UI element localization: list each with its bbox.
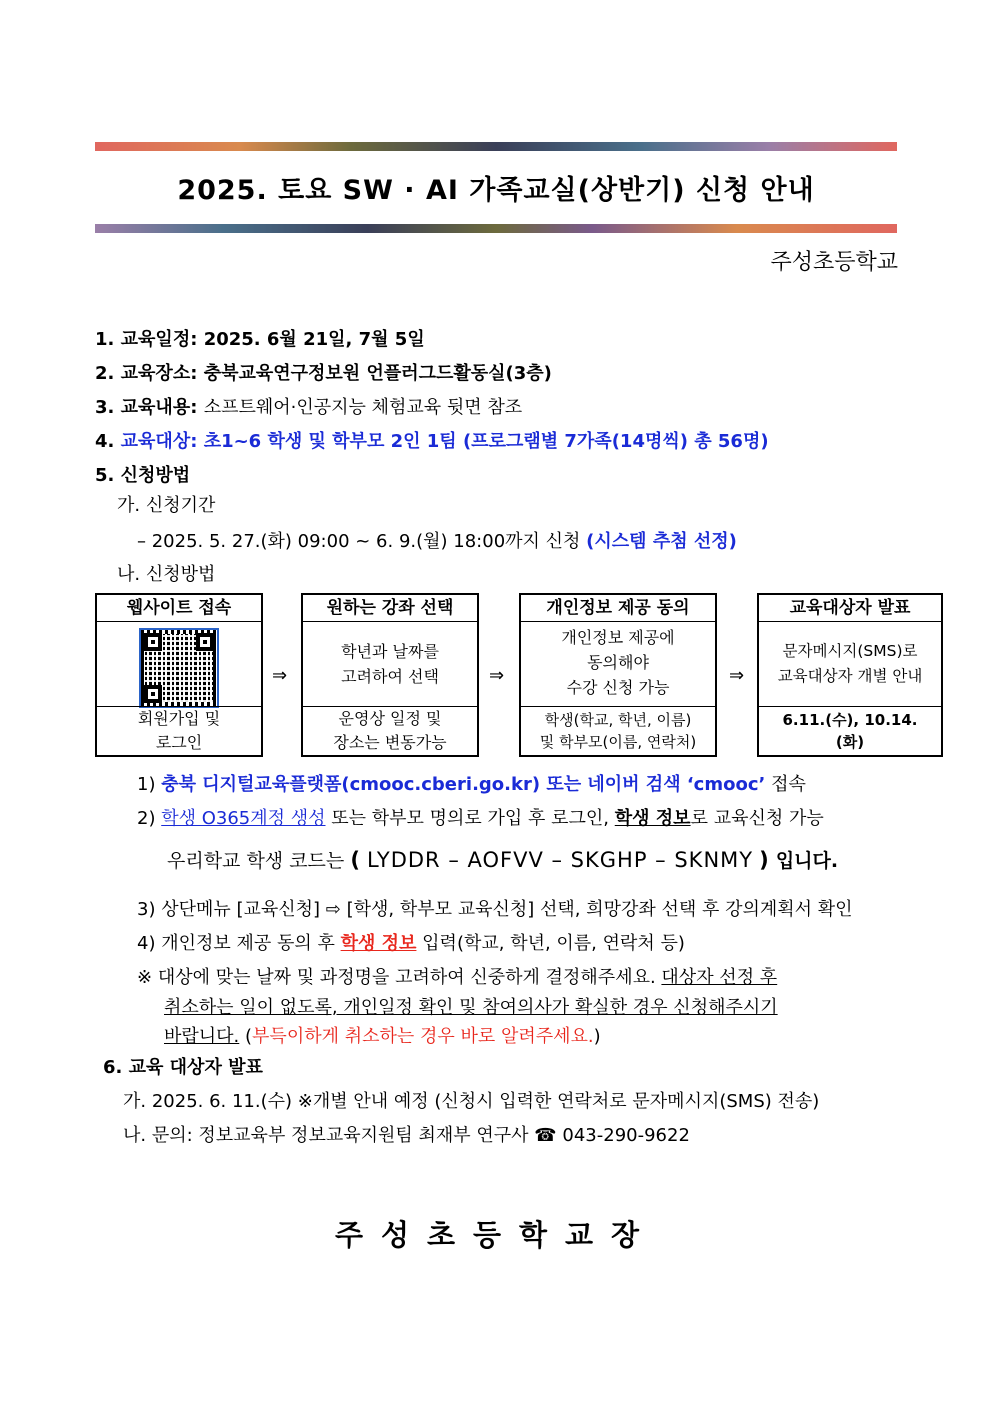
item-value: 2025. 6월 21일, 7월 5일 [203, 329, 425, 350]
o365-account-link[interactable]: 학생 O365계정 생성 [161, 808, 326, 829]
period-heading: 가. 신청기간 [117, 495, 216, 516]
item-value: 초1~6 학생 및 학부모 2인 1팀 (프로그램별 7가족(14명씩) 총 56명) [203, 431, 769, 452]
item-schedule [95, 325, 425, 351]
flow-step-announce [757, 593, 943, 757]
cancel-notice: 부득이하게 취소하는 경우 바로 알려주세요. [252, 1026, 594, 1047]
flow-step-select-course [301, 593, 479, 757]
item-number: 2. [95, 363, 115, 384]
flow-footer-line: 회원가입 및 [137, 709, 221, 728]
period-note: (시스템 추첨 선정) [586, 531, 737, 552]
school-code: LYDDR – AOFVV – SKGHP – SKNMY [366, 848, 754, 872]
flow-step-consent [519, 593, 717, 757]
step-text: 입력(학교, 학년, 이름, 연락처 등) [422, 933, 685, 954]
flow-step-website [95, 593, 263, 757]
note-text: 대상에 맞는 날짜 및 과정명을 고려하여 신중하게 결정해주세요. [157, 967, 656, 988]
step-3: 3) 상단메뉴 [교육신청] ⇨ [학생, 학부모 교육신청] 선택, 희망강좌 선택 후 강의계획서 확인 [137, 899, 853, 920]
announce-heading: 6. 교육 대상자 발표 [103, 1057, 263, 1078]
student-info-highlight: 학생 정보 [340, 933, 417, 954]
item-label: 교육장소: [120, 363, 198, 384]
top-decoration-bar [95, 142, 897, 151]
item-content [95, 393, 522, 419]
step-number: 4) [137, 933, 156, 954]
code-prefix: 우리학교 학생 코드는 [167, 850, 345, 872]
item-target [95, 427, 769, 453]
flow-body-line: 학년과 날짜를 [341, 642, 439, 661]
step-number: 2) [137, 808, 156, 829]
item-label: 교육내용: [120, 397, 198, 418]
step-text: 또는 학부모 명의로 가입 후 로그인, [331, 808, 610, 829]
flow-footer-line: 학생(학교, 학년, 이름) [544, 711, 692, 729]
step-number: 1) [137, 774, 156, 795]
flow-body-line: 고려하여 선택 [341, 667, 439, 686]
flow-step-header: 교육대상자 발표 [759, 595, 941, 622]
flow-step-header: 개인정보 제공 동의 [521, 595, 715, 622]
school-name: 주성초등학교 [770, 250, 898, 275]
flow-arrow-icon: ⇒ [489, 665, 505, 686]
flow-step-body [759, 639, 941, 689]
announce-line-a: 가. 2025. 6. 11.(수) ※개별 안내 예정 (신청시 입력한 연락처로 문자메시지(SMS) 전송) [123, 1091, 820, 1112]
period-text: – 2025. 5. 27.(화) 09:00 ~ 6. 9.(월) 18:00까지 신청 [137, 531, 581, 552]
note-paren: ) [593, 1026, 601, 1047]
flow-step-header: 웹사이트 접속 [97, 595, 261, 622]
item-number: 1. [95, 329, 115, 350]
how-heading: 나. 신청방법 [117, 564, 216, 585]
note-line-1 [137, 963, 777, 989]
code-paren: ) [759, 848, 770, 872]
code-suffix: 입니다. [775, 850, 839, 872]
step-2 [137, 804, 824, 830]
step-text: 로 교육신청 가능 [690, 808, 824, 829]
school-code-line [167, 846, 838, 873]
flow-body-line: 교육대상자 개별 안내 [777, 667, 923, 685]
period-line [137, 527, 737, 553]
bottom-decoration-bar [95, 224, 897, 233]
qr-code-icon[interactable] [139, 628, 219, 708]
flow-footer-line: 및 학부모(이름, 연락처) [539, 733, 697, 751]
item-value: 충북교육연구정보원 언플러그드활동실(3층) [203, 363, 552, 384]
method-heading: 5. 신청방법 [95, 465, 191, 486]
item-number: 3. [95, 397, 115, 418]
flow-step-body [521, 625, 715, 700]
item-label: 교육대상: [120, 431, 198, 452]
step-4 [137, 929, 685, 955]
note-underline-text: 바랍니다. [164, 1026, 240, 1047]
page-title: 2025. 토요 SW · AI 가족교실(상반기) 신청 안내 [177, 175, 815, 206]
platform-link[interactable]: 충북 디지털교육플랫폼(cmooc.cberi.go.kr) 또는 네이버 검색 ‘cmooc’ [161, 774, 766, 795]
principal-signature: 주성초등학교장 [334, 1218, 658, 1252]
contact-line: 나. 문의: 정보교육부 정보교육지원팀 최재부 연구사 ☎ 043-290-9622 [123, 1125, 690, 1146]
flow-step-footer [759, 706, 941, 755]
flow-body-line: 문자메시지(SMS)로 [782, 642, 918, 660]
flow-body-line: 동의해야 [587, 653, 649, 672]
flow-step-body [303, 639, 477, 689]
step-1 [137, 770, 806, 796]
step-text: 개인정보 제공 동의 후 [161, 933, 335, 954]
flow-footer-line: 장소는 변동가능 [333, 733, 447, 752]
flow-footer-line: 6.11.(수), 10.14. [782, 711, 918, 729]
note-paren: ( [245, 1026, 253, 1047]
step-text: 접속 [771, 774, 806, 795]
flow-footer-line: (화) [835, 733, 865, 751]
item-number: 4. [95, 431, 115, 452]
flow-arrow-icon: ⇒ [729, 665, 745, 686]
note-line-2: 취소하는 일이 없도록, 개인일정 확인 및 참여의사가 확실한 경우 신청해주시기 [164, 997, 778, 1018]
note-underline-text: 대상자 선정 후 [661, 967, 778, 988]
item-value: 소프트웨어·인공지능 체험교육 뒷면 참조 [203, 397, 523, 418]
flow-body-line: 개인정보 제공에 [561, 628, 675, 647]
flow-arrow-icon: ⇒ [272, 665, 288, 686]
item-place [95, 359, 552, 385]
note-mark: ※ [137, 967, 153, 988]
flow-step-footer [521, 706, 715, 755]
note-line-3 [164, 1022, 601, 1048]
item-label: 교육일정: [120, 329, 198, 350]
student-info-text: 학생 정보 [614, 808, 691, 829]
flow-step-footer [303, 706, 477, 755]
flow-footer-line: 운영상 일정 및 [338, 709, 442, 728]
flow-step-header: 원하는 강좌 선택 [303, 595, 477, 622]
flow-footer-line: 로그인 [155, 733, 203, 752]
flow-step-footer [97, 706, 261, 755]
code-paren: ( [350, 848, 361, 872]
flow-body-line: 수강 신청 가능 [566, 678, 670, 697]
